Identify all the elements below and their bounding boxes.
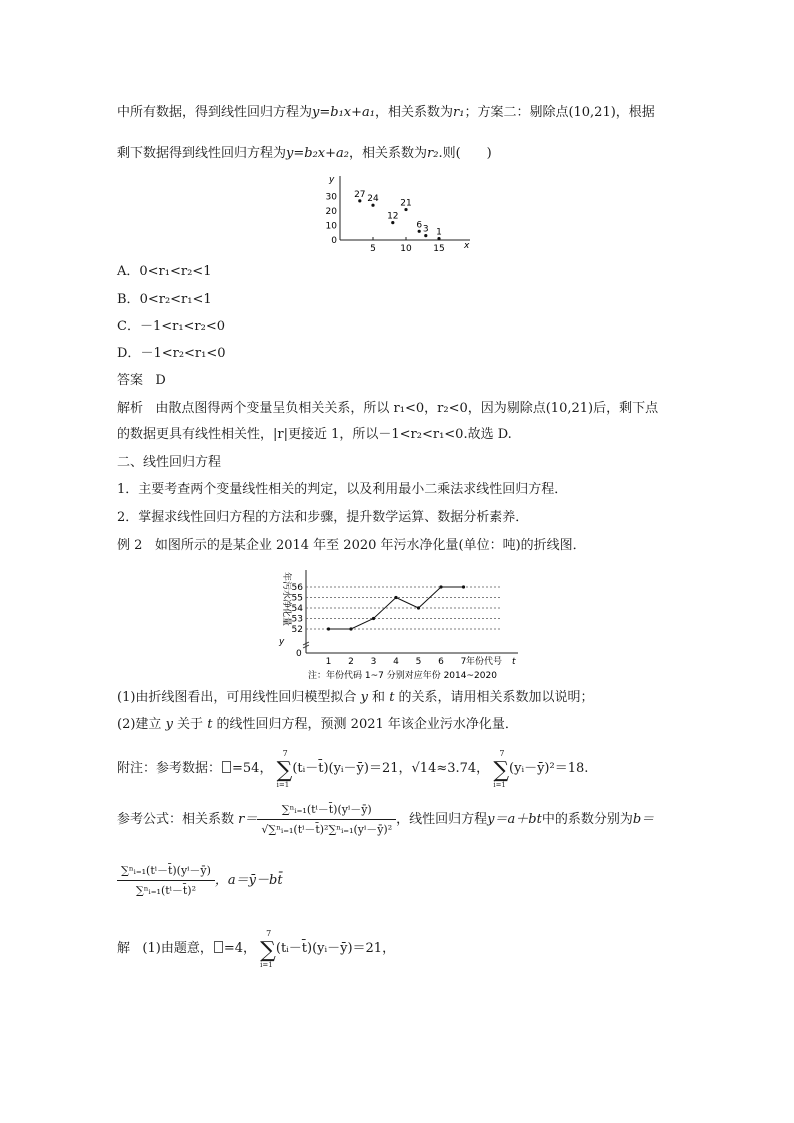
appendix-line [117, 749, 589, 789]
intro2-text-c: .则( ) [438, 146, 492, 161]
x-axis-label: 年份代号 [466, 657, 503, 667]
formula-mid: ，线性回归方程 [396, 812, 488, 828]
b-eq: b＝ [632, 812, 655, 828]
sum-symbol-icon: ∑ 7 i=1 [276, 749, 293, 789]
reg-eq: y＝a＋bt [487, 812, 542, 828]
ybar-value: =54， [232, 761, 273, 776]
chart-note: 注：年份代码 1~7 分别对应年份 2014~2020 [308, 671, 497, 681]
formula-label: 参考公式：相关系数 [117, 812, 239, 828]
option-d [117, 347, 226, 360]
option-text: 0<r₂<r₁<1 [139, 292, 212, 307]
option-b [117, 293, 212, 306]
y-tick-label: 54 [291, 604, 303, 614]
sum1-expr: (tᵢ－t̄)(yᵢ－ȳ)＝21， [292, 761, 412, 776]
sum-symbol-icon: ∑ 7 i=1 [260, 929, 276, 969]
point-label: 21 [400, 198, 412, 209]
problem-intro-line2 [117, 147, 492, 160]
origin-label: 0 [296, 649, 302, 659]
x-tick-label: 10 [400, 244, 412, 254]
q1-text-b: 和 [367, 690, 390, 705]
answer-value: D [155, 373, 166, 388]
sum-upper: 7 [499, 749, 505, 758]
option-text: －1<r₁<r₂<0 [139, 319, 226, 334]
formula-mid2: 中的系数分别为 [541, 812, 633, 828]
analysis-line2 [117, 428, 512, 441]
ybar-placeholder-icon [222, 761, 231, 773]
q2-text: (2)建立 [117, 717, 166, 732]
y-tick-label: 52 [291, 625, 303, 635]
x-tick-label: 1 [325, 657, 332, 667]
data-point [439, 585, 442, 588]
x-tick-label: 5 [415, 657, 422, 667]
example-label: 例 2 [117, 538, 143, 553]
section-point-1: 1．主要考查两个变量线性相关的判定，以及利用最小二乘法求线性回归方程． [117, 482, 568, 497]
point-label: 24 [367, 194, 379, 205]
question-2 [117, 718, 518, 731]
sum-symbol-icon: ∑ 7 i=1 [493, 749, 510, 789]
var-y: y [165, 717, 173, 732]
solution-text: (1)由题意， [142, 941, 213, 956]
data-point [394, 596, 397, 599]
sqrt-expr: √14≈3.74， [411, 761, 490, 776]
q2-text-c: 的线性回归方程，预测 2021 年该企业污水净化量． [212, 717, 518, 732]
r-numerator: ∑ⁿᵢ₌₁(tⁱ－t̄)(yⁱ－ȳ) [257, 803, 396, 820]
formula-line [117, 803, 654, 836]
x-tick-label: 4 [393, 657, 399, 667]
point-label: 1 [436, 227, 442, 238]
analysis-text2: 的数据更具有线性相关性，|r|更接近 1，所以－1<r₂<r₁<0.故选 D. [117, 427, 512, 442]
section-heading: 二、线性回归方程 [117, 455, 222, 470]
a-eq: ，a＝ȳ－bt̄ [214, 873, 283, 889]
r-fraction [257, 803, 396, 836]
regression-eq-2: y=b₂x+a₂ [286, 146, 349, 161]
option-text: －1<r₂<r₁<0 [140, 346, 226, 361]
solution-label: 解 [117, 941, 131, 956]
regression-eq-1: y=b₁x+a₁ [312, 105, 375, 120]
y-tick-label: 0 [331, 236, 337, 246]
var-t: t [389, 690, 395, 705]
var-y: y [360, 690, 368, 705]
intro-text-b: ，相关系数为 [374, 105, 453, 120]
data-point [327, 627, 330, 630]
r1-symbol: r₁ [453, 105, 465, 120]
answer-line [117, 374, 166, 387]
b-formula-line [117, 864, 283, 897]
sum-lower: i=1 [276, 781, 290, 789]
section-point-2: 2．掌握求线性回归方程的方法和步骤，提升数学运算、数据分析素养． [117, 510, 529, 525]
x-tick-label: 2 [348, 657, 354, 667]
line-chart [268, 566, 538, 686]
intro2-text-b: ，相关系数为 [348, 146, 427, 161]
sum2-expr: (yᵢ－ȳ)²＝18. [509, 761, 589, 776]
y-tick-label: 30 [325, 192, 337, 203]
x-tick-label: 6 [438, 657, 444, 667]
x-tick-label: 3 [370, 657, 377, 667]
solution-sum-expr: (tᵢ－t̄)(yᵢ－ȳ)＝21， [275, 941, 396, 956]
r2-symbol: r₂ [427, 146, 439, 161]
option-letter: C． [117, 319, 140, 334]
tbar-placeholder-icon [214, 941, 223, 953]
option-a [117, 265, 211, 278]
option-text: 0<r₁<r₂<1 [139, 264, 212, 279]
point-label: 27 [354, 189, 366, 200]
x-tick-label: 5 [370, 244, 376, 254]
point-label: 12 [387, 211, 399, 222]
q1-text-c: 的关系，请用相关系数加以说明； [394, 690, 594, 705]
r-eq: r＝ [238, 812, 258, 828]
y-var-label: y [279, 637, 285, 647]
y-tick-label: 10 [325, 221, 337, 232]
example-line [117, 539, 586, 552]
y-tick-label: 55 [291, 593, 303, 604]
x-axis-label: x [464, 241, 470, 251]
data-point [349, 627, 352, 630]
answer-label: 答案 [117, 373, 144, 388]
intro-text: 中所有数据，得到线性回归方程为 [117, 105, 313, 120]
r-denominator: √∑ⁿᵢ₌₁(tⁱ－t̄)²∑ⁿᵢ₌₁(yⁱ－ȳ)² [261, 823, 393, 837]
intro2-text: 剩下数据得到线性回归方程为 [117, 146, 287, 161]
var-t: t [207, 717, 213, 732]
y-axis-label: y [329, 175, 335, 185]
problem-intro-line1 [117, 106, 655, 119]
option-c [117, 320, 225, 333]
analysis-label: 解析 [117, 401, 144, 416]
q1-text: (1)由折线图看出，可用线性回归模型拟合 [117, 690, 361, 705]
example-text: 如图所示的是某企业 2014 年至 2020 年污水净化量(单位：吨)的折线图． [154, 538, 586, 553]
solution-line [117, 929, 396, 969]
tbar-value: =4， [223, 941, 257, 956]
scatter-chart [318, 168, 478, 256]
point-label: 3 [422, 224, 429, 235]
sum-lower: i=1 [260, 961, 273, 969]
sum-upper: 7 [266, 929, 272, 938]
y-axis-label: 年污水净化量 [281, 572, 291, 627]
appendix-label: 附注：参考数据： [117, 761, 222, 776]
option-letter: A． [117, 264, 140, 279]
y-tick-label: 56 [291, 583, 303, 593]
data-point [417, 606, 420, 609]
intro-text-c: ；方案二：剔除点(10,21)，根据 [464, 105, 655, 120]
sum-upper: 7 [282, 749, 288, 758]
point-label: 6 [416, 220, 423, 231]
y-tick-label: 53 [291, 614, 303, 625]
question-1 [117, 691, 594, 704]
data-point [372, 617, 375, 620]
b-fraction [117, 864, 215, 897]
b-numerator: ∑ⁿᵢ₌₁(tⁱ－t̄)(yⁱ－ȳ) [117, 864, 215, 881]
q2-text-b: 关于 [172, 717, 208, 732]
option-letter: B． [117, 292, 140, 307]
analysis-text1: 由散点图得两个变量呈负相关关系，所以 r₁<0，r₂<0，因为剔除点(10,21)后，剩下点 [155, 401, 659, 416]
sum-lower: i=1 [493, 781, 506, 789]
x-tick-label: 15 [433, 244, 445, 254]
y-tick-label: 20 [325, 207, 337, 217]
b-denominator: ∑ⁿᵢ₌₁(tⁱ－t̄)² [135, 884, 196, 898]
analysis-line1 [117, 402, 658, 415]
data-point [462, 585, 465, 588]
x-tick-label: 7 [460, 657, 467, 667]
x-var-label: t [512, 657, 516, 667]
option-letter: D． [117, 346, 141, 361]
